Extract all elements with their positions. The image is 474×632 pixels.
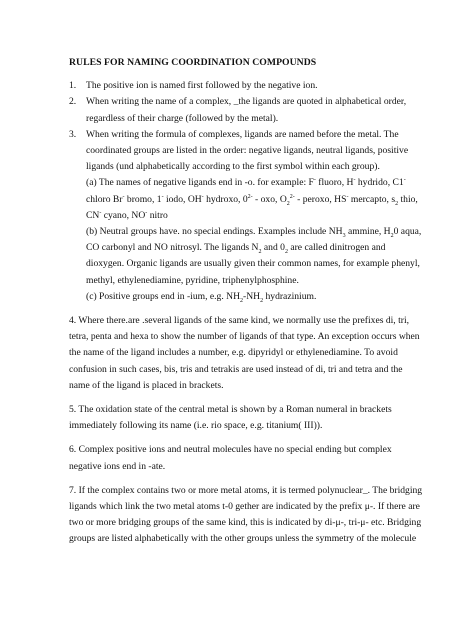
rule-3a: (a) The names of negative ligands end in -o. for example: F- fluoro, H- hydrido, C1- chloro Br- bromo, 1- iodo, OH- hydroxo, $0^{2-}$ - oxo, $O_2^{2-}$ - peroxo, HS- mercapto, $s_2$ thio, CN- cyano, NO- nitro [86,177,418,221]
rule-number: 3. [69,128,77,140]
document-title: RULES FOR NAMING COORDINATION COMPOUNDS [69,57,317,68]
rule-6: 6. Complex positive ions and neutral molecules have no special ending but complex negative ions end in -ate. [69,444,392,472]
rule-3 [69,127,424,176]
rule-2 [69,94,424,126]
rule-text: When writing the formula of complexes, ligands are named before the metal. The coordinated groups are listed in the order: negative ligands, neutral ligands, positive ligands (und alphabetically according to the first symbol within each group). [86,128,409,173]
rule-text: When writing the name of a complex, _the ligands are quoted in alphabetical order, regardless of their charge (followed by the metal). [86,96,407,124]
rule-3c: (c) Positive groups end in -ium, e.g. $NH_2-NH_2$ hydrazinium. [86,290,317,304]
rule-4: 4. Where there.are .several ligands of the same kind, we normally use the prefixes di, tri, tetra, penta and hexa to show the number of ligands of that type. An exception occurs when the name of the ligand includes a number, e.g. dipyridyl or ethylenediamine. To avoid confusion in such cases, bis, tris and tetrakis are used instead of di, tri and tetra and the name of the ligand is placed in brackets. [69,315,420,391]
rule-7: 7. If the complex contains two or more metal atoms, it is termed polynuclear_. The bridging ligands which link the two metal atoms t-0 gether are indicated by the prefix μ-. If there are two or more bridging groups of the same kind, this is indicated by di-μ-, tri-μ- etc. Bridging groups are listed alphabetically with the other groups unless the symmetry of the molecule [69,484,423,545]
rule-number: 1. [69,80,77,92]
rule-text: The positive ion is named first followed by the negative ion. [86,80,318,92]
rule-5: 5. The oxidation state of the central metal is shown by a Roman numeral in brackets immediately following its name (i.e. rio space, e.g. titanium( III)). [69,404,392,432]
rule-number: 2. [69,96,77,108]
rule-3b: (b) Neutral groups have. no special endings. Examples include $NH_3$ ammine, $H_20$ aqua, CO carbonyl and NO nitrosyl. The ligands $N_2$ and $0_2$ are called dinitrogen and dioxygen. Organic ligands are usually given their common names, for example phenyl, methyl, ethylenediamine, pyridine, triphenylphosphine. [86,226,422,286]
rule-1 [69,78,424,94]
